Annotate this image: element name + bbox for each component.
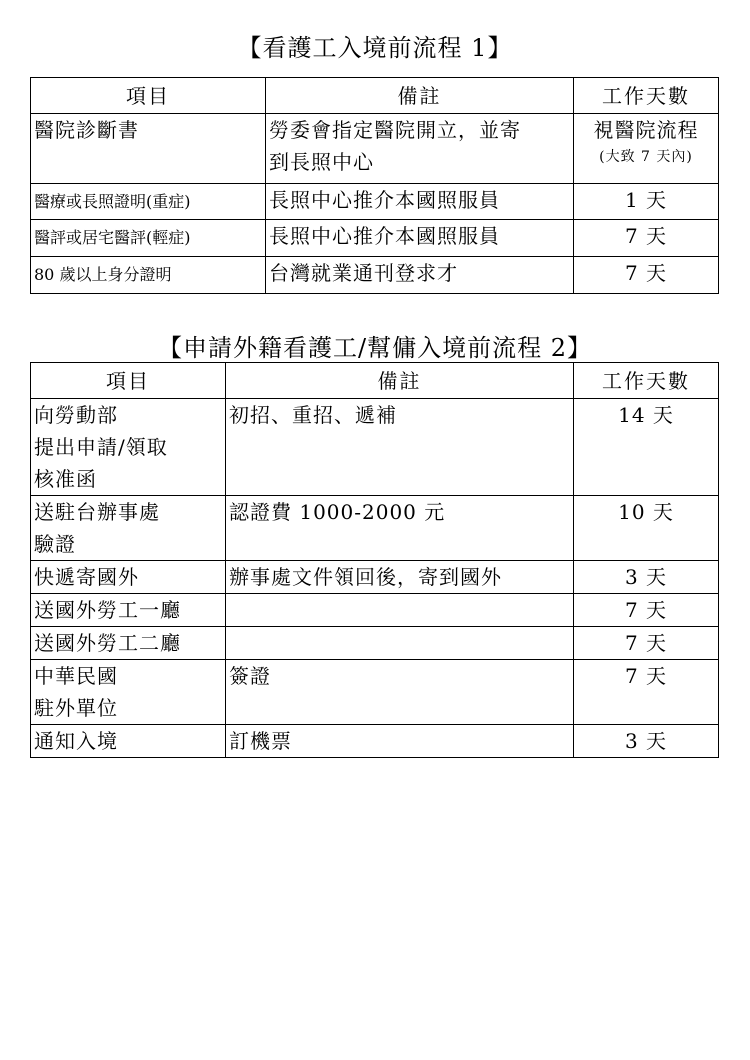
row-days (574, 114, 719, 184)
header-item: 項目 (31, 78, 266, 114)
row-days-line: 視醫院流程 (593, 118, 699, 142)
row-item: 醫療或長照證明(重症) (31, 184, 266, 220)
table2-header-row (31, 363, 719, 399)
row-days: 7 天 (574, 660, 719, 725)
row-days: 14 天 (574, 399, 719, 496)
row-item: 醫院診斷書 (31, 114, 266, 184)
row-item-line: 提出申請/領取 (34, 435, 168, 459)
row-days: 10 天 (574, 496, 719, 561)
header-days: 工作天數 (574, 78, 719, 114)
row-note (266, 114, 574, 184)
table-row (31, 594, 719, 627)
row-days: 3 天 (574, 561, 719, 594)
row-note: 台灣就業通刊登求才 (266, 257, 574, 294)
row-item-line: 中華民國 (34, 664, 118, 688)
row-item: 送國外勞工一廳 (31, 594, 226, 627)
row-days-note: (大致 7 天內) (599, 149, 693, 165)
row-days: 7 天 (574, 220, 719, 257)
row-item-line: 駐外單位 (34, 696, 118, 720)
row-note: 辦事處文件領回後，寄到國外 (226, 561, 574, 594)
row-note-line: 勞委會指定醫院開立，並寄 (269, 118, 521, 142)
table-row (31, 561, 719, 594)
row-item: 通知入境 (31, 725, 226, 758)
row-note: 長照中心推介本國照服員 (266, 184, 574, 220)
row-item: 醫評或居宅醫評(輕症) (31, 220, 266, 257)
header-item: 項目 (31, 363, 226, 399)
row-note: 長照中心推介本國照服員 (266, 220, 574, 257)
row-item (31, 496, 226, 561)
row-days: 1 天 (574, 184, 719, 220)
row-days: 7 天 (574, 627, 719, 660)
row-item: 快遞寄國外 (31, 561, 226, 594)
row-item-line: 驗證 (34, 532, 76, 556)
table-row (31, 184, 719, 220)
table-row (31, 725, 719, 758)
header-days: 工作天數 (574, 363, 719, 399)
row-note: 認證費 1000-2000 元 (226, 496, 574, 561)
row-item-line: 向勞動部 (34, 403, 118, 427)
header-note: 備註 (266, 78, 574, 114)
header-note: 備註 (226, 363, 574, 399)
row-item-line: 核准函 (34, 467, 97, 491)
row-note: 簽證 (226, 660, 574, 725)
row-note: 訂機票 (226, 725, 574, 758)
row-days: 7 天 (574, 257, 719, 294)
table-row (31, 660, 719, 725)
table-row (31, 114, 719, 184)
row-item: 80 歲以上身分證明 (31, 257, 266, 294)
row-item: 送國外勞工二廳 (31, 627, 226, 660)
table-row (31, 627, 719, 660)
table1-title: 【看護工入境前流程 1】 (237, 34, 513, 62)
table1 (30, 77, 719, 294)
row-item (31, 399, 226, 496)
row-days: 7 天 (574, 594, 719, 627)
table2 (30, 362, 719, 758)
row-item (31, 660, 226, 725)
row-item-line: 送駐台辦事處 (34, 500, 160, 524)
row-days: 3 天 (574, 725, 719, 758)
table2-title: 【申請外籍看護工/幫傭入境前流程 2】 (158, 334, 592, 362)
row-note (226, 627, 574, 660)
table1-header-row (31, 78, 719, 114)
table-row (31, 220, 719, 257)
row-note-line: 到長照中心 (269, 150, 374, 174)
table-row (31, 399, 719, 496)
row-note (226, 594, 574, 627)
table-row (31, 257, 719, 294)
row-note: 初招、重招、遞補 (226, 399, 574, 496)
table-row (31, 496, 719, 561)
